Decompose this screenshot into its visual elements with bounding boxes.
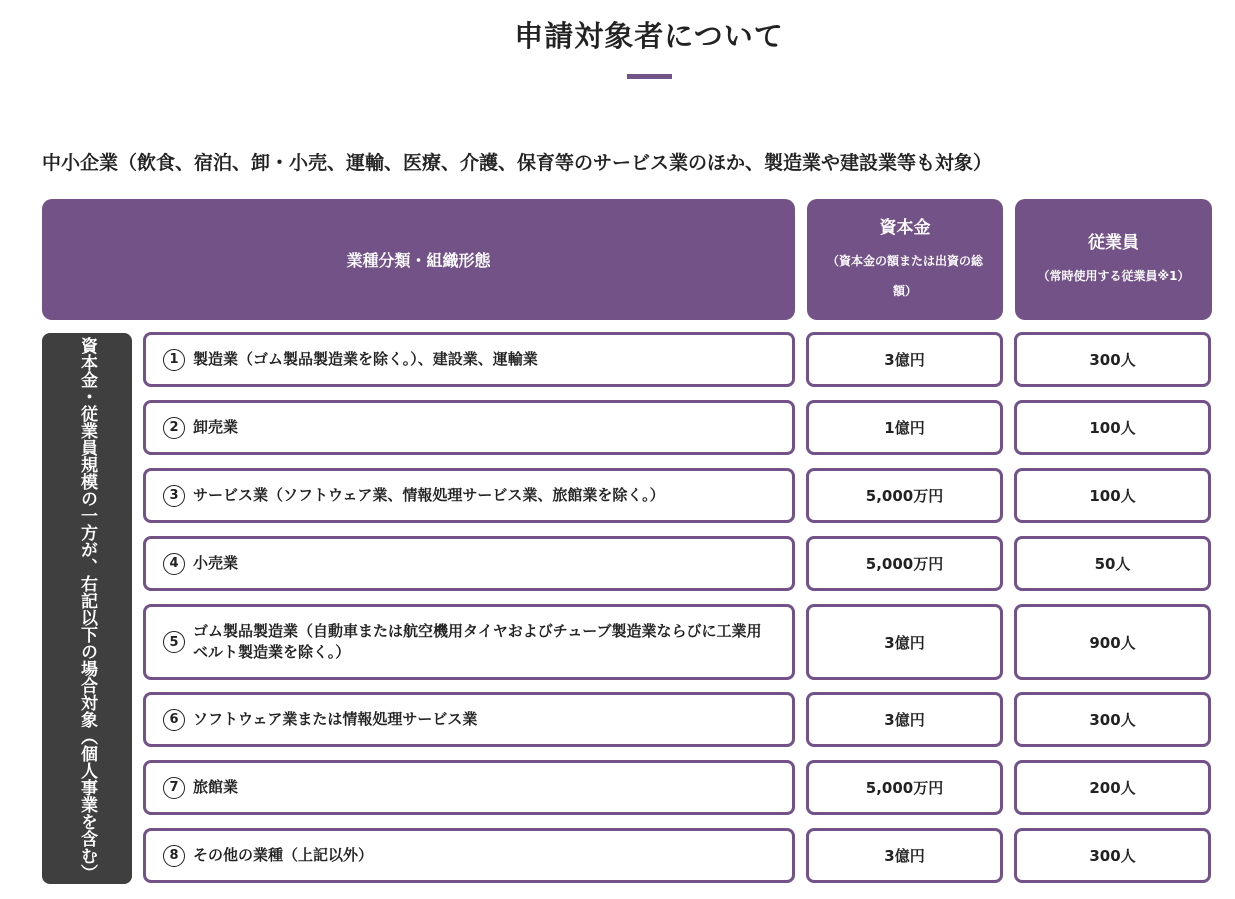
row-number-circle: 4 <box>163 553 185 575</box>
row-industry-text: 卸売業 <box>193 418 239 436</box>
row-number-circle: 7 <box>163 777 185 799</box>
row-industry-text: ソフトウェア業または情報処理サービス業 <box>193 710 478 728</box>
row-employees: 200人 <box>1014 760 1211 815</box>
row-capital: 3億円 <box>806 692 1003 747</box>
side-label <box>42 333 132 884</box>
table-row-industry <box>143 468 795 523</box>
row-capital: 5,000万円 <box>806 760 1003 815</box>
table-row-industry <box>143 332 795 387</box>
row-capital: 5,000万円 <box>806 536 1003 591</box>
row-industry-text: その他の業種（上記以外） <box>193 846 374 864</box>
row-capital: 3億円 <box>806 332 1003 387</box>
section-title: 中小企業（飲食、宿泊、卸・小売、運輸、医療、介護、保育等のサービス業のほか、製造業や建設業等も対象） <box>42 152 993 174</box>
header-employees-sub: （常時使用する従業員※1） <box>1037 269 1190 283</box>
row-employees: 300人 <box>1014 828 1211 883</box>
header-capital-sub: （資本金の額または出資の総額） <box>826 254 983 298</box>
row-number-circle: 8 <box>163 845 185 867</box>
header-industry: 業種分類・組織形態 <box>42 199 795 320</box>
row-employees: 100人 <box>1014 468 1211 523</box>
row-industry-text: 小売業 <box>193 554 239 572</box>
title-underline <box>627 74 672 79</box>
row-employees: 50人 <box>1014 536 1211 591</box>
row-number-circle: 3 <box>163 485 185 507</box>
row-industry-text: ゴム製品製造業（自動車または航空機用タイヤおよびチューブ製造業ならびに工業用ベルト製造業を除く。） <box>193 622 762 661</box>
table-row-industry <box>143 536 795 591</box>
table-row-industry <box>143 692 795 747</box>
header-employees <box>1015 199 1212 320</box>
row-industry-text: 製造業（ゴム製品製造業を除く。）、建設業、運輸業 <box>193 350 538 368</box>
row-capital: 3億円 <box>806 604 1003 680</box>
row-number-circle: 2 <box>163 417 185 439</box>
row-number-circle: 6 <box>163 709 185 731</box>
header-capital <box>807 199 1003 320</box>
row-number-circle: 5 <box>163 631 185 653</box>
header-employees-label: 従業員 <box>1088 233 1139 253</box>
row-number-circle: 1 <box>163 349 185 371</box>
table-row-industry <box>143 828 795 883</box>
row-employees: 100人 <box>1014 400 1211 455</box>
row-industry-text: サービス業（ソフトウェア業、情報処理サービス業、旅館業を除く。） <box>193 486 665 504</box>
row-employees: 900人 <box>1014 604 1211 680</box>
row-employees: 300人 <box>1014 332 1211 387</box>
row-capital: 1億円 <box>806 400 1003 455</box>
table-row-industry <box>143 760 795 815</box>
row-industry-text: 旅館業 <box>193 778 239 796</box>
row-employees: 300人 <box>1014 692 1211 747</box>
row-capital: 5,000万円 <box>806 468 1003 523</box>
row-capital: 3億円 <box>806 828 1003 883</box>
table-row-industry <box>143 400 795 455</box>
header-capital-label: 資本金 <box>879 218 931 238</box>
table-row-industry <box>143 604 795 680</box>
page-title: 申請対象者について <box>514 19 784 53</box>
side-label-text: 資本金・従業員規模の一方が、右記以下の場合対象（個人事業を含む） <box>77 336 97 881</box>
